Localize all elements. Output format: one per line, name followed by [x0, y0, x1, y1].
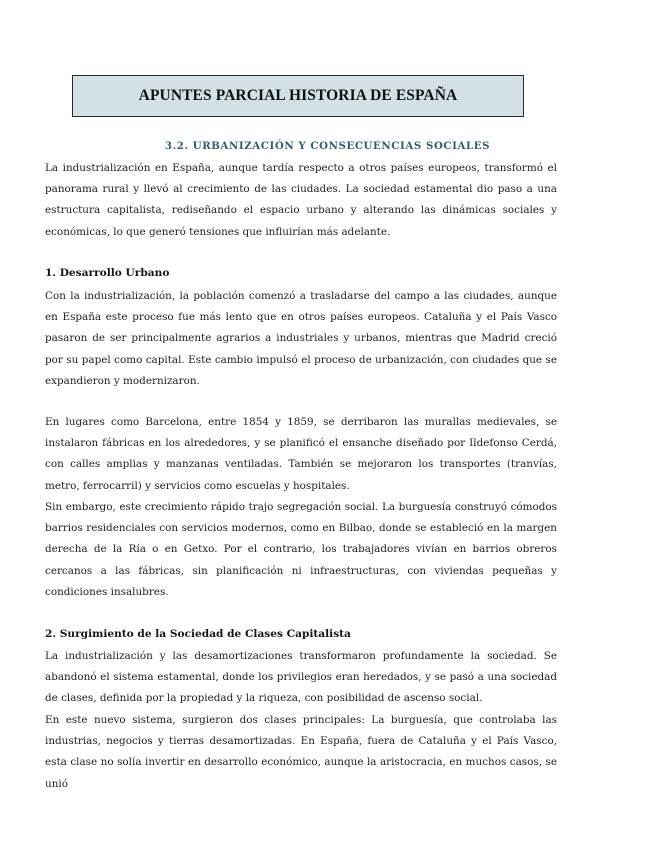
paragraph: La industrialización y las desamortizaciones transformaron profundamente la sociedad. Se abandonó el sistema estamental, donde los privilegios eran heredados, y se pasó a una sociedad de clases, definida por la propiedad y la riqueza, con posibilidad de ascenso social. [45, 650, 557, 705]
intro-paragraph: La industrialización en España, aunque tardía respecto a otros países europeos, transformó el panorama rural y llevó al crecimiento de las ciudades. La sociedad estamental dio paso a una estructura capitalista, rediseñando el espacio urbano y alterando las dinámicas sociales y económicas, lo que generó tensiones que influirían más adelante. [45, 162, 557, 238]
paragraph: En lugares como Barcelona, entre 1854 y 1859, se derribaron las murallas medievales, se instalaron fábricas en los alrededores, y se planificó el ensanche diseñado por Ildefonso Cerdá, con calles amplias y manzanas ventiladas. También se mejoraron los transportes (tranvías, metro, ferrocarril) y servicios como escuelas y hospitales. [45, 416, 557, 492]
section-subtitle: 3.2. URBANIZACIÓN Y CONSECUENCIAS SOCIALES [164, 140, 491, 152]
title-box [72, 75, 524, 117]
paragraph: En este nuevo sistema, surgieron dos clases principales: La burguesía, que controlaba las industrias, negocios y tierras desamortizadas. En España, fuera de Cataluña y el País Vasco, esta clase no solía invertir en desarrollo económico, aunque la aristocracia, en muchos casos, se unió [45, 714, 557, 790]
page-title: APUNTES PARCIAL HISTORIA DE ESPAÑA [138, 87, 458, 104]
section-heading-urban-development: 1. Desarrollo Urbano [45, 267, 170, 279]
paragraph: Sin embargo, este crecimiento rápido trajo segregación social. La burguesía construyó cómodos barrios residenciales con servicios modernos, como en Bilbao, donde se estableció en la margen derecha de la Ría o en Getxo. Por el contrario, los trabajadores vivían en barrios obreros cercanos a las fábricas, sin planificación ni infraestructuras, con viviendas pequeñas y condiciones insalubres. [45, 501, 557, 598]
paragraph: Con la industrialización, la población comenzó a trasladarse del campo a las ciudades, aunque en España este proceso fue más lento que en otros países europeos. Cataluña y el País Vasco pasaron de ser principalmente agrarios a industriales y urbanos, mientras que Madrid creció por su papel como capital. Este cambio impulsó el proceso de urbanización, con ciudades que se expandieron y modernizaron. [45, 290, 557, 387]
section-heading-class-society: 2. Surgimiento de la Sociedad de Clases Capitalista [45, 628, 351, 640]
